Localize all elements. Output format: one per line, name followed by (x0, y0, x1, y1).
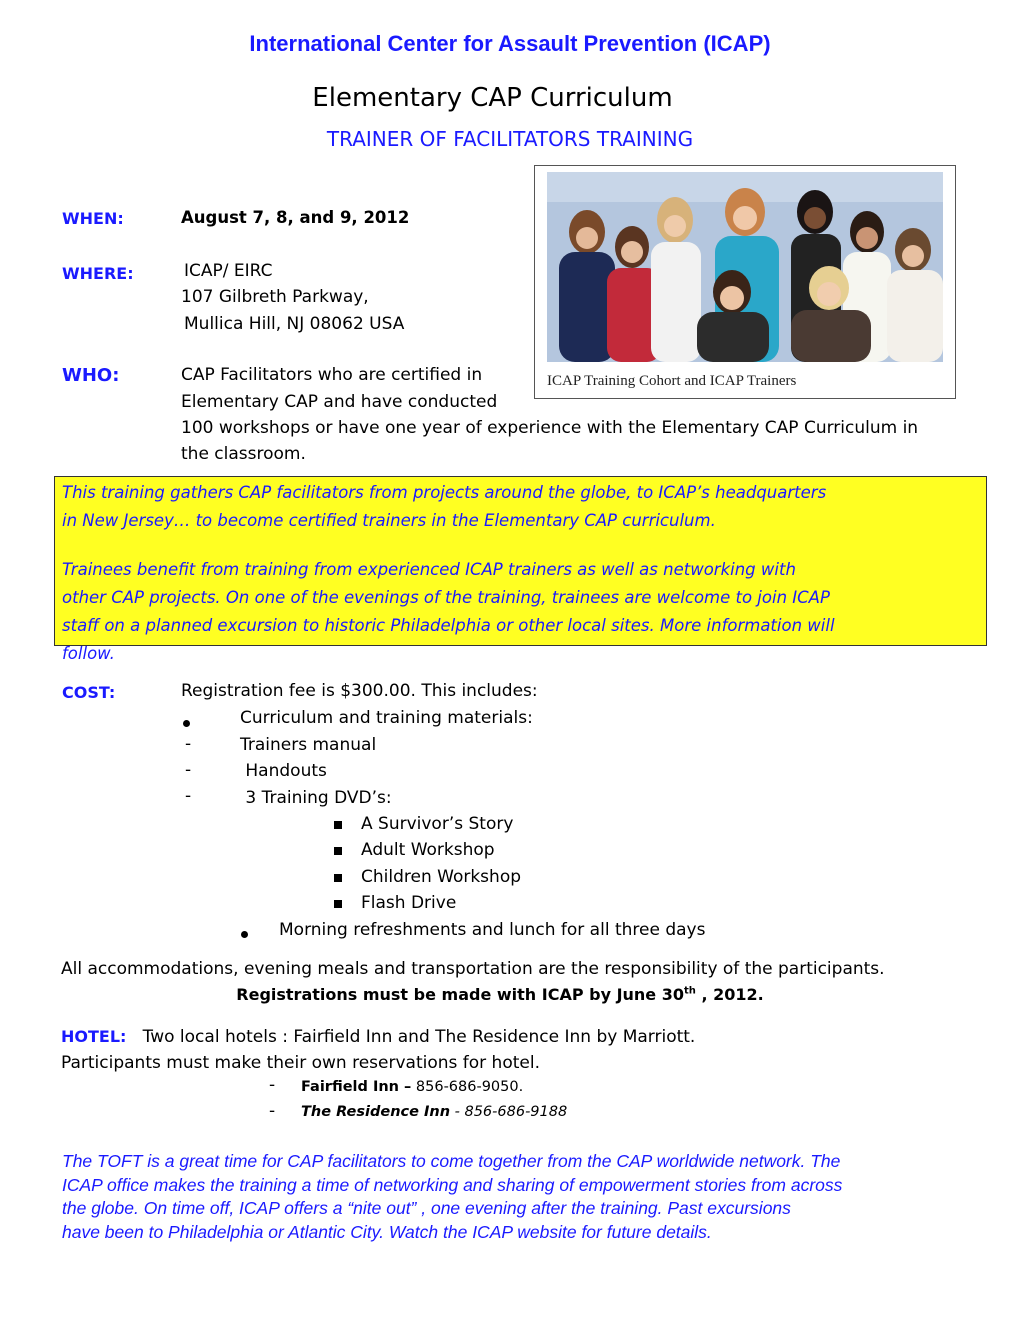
square-bullet-icon (334, 870, 356, 888)
dash-icon: - (185, 786, 192, 806)
photo-frame (534, 165, 956, 399)
cost-intro: Registration fee is $300.00. This includes: (181, 681, 538, 701)
square-bullet-icon (334, 817, 356, 835)
who-label: WHO: (62, 365, 120, 386)
dvd-item: Children Workshop (361, 867, 522, 887)
bullet-icon (241, 927, 248, 945)
when-label: WHEN: (62, 209, 124, 228)
cost-subitem: 3 Training DVD’s: (240, 788, 392, 808)
hotel-residence: The Residence Inn - 856-686-9188 (301, 1104, 568, 1120)
registration-deadline: Registrations must be made with ICAP by June 30th , 2012. (236, 985, 764, 1004)
org-title: International Center for Assault Prevention (ICAP) (249, 31, 771, 56)
closing-line: The TOFT is a great time for CAP facilitators to come together from the CAP worldwide network. The (62, 1151, 841, 1171)
photo-caption: ICAP Training Cohort and ICAP Trainers (547, 373, 797, 389)
square-bullet-icon (334, 843, 356, 861)
where-line: ICAP/ EIRC (184, 261, 273, 281)
who-line: CAP Facilitators who are certified in (181, 365, 483, 385)
hotel-line: HOTEL: Two local hotels : Fairfield Inn and The Residence Inn by Marriott. (61, 1027, 696, 1047)
dash-icon: - (269, 1075, 276, 1095)
dash-icon: - (185, 734, 192, 754)
page-subtitle: TRAINER OF FACILITATORS TRAINING (326, 127, 694, 151)
who-line: 100 workshops or have one year of experience with the Elementary CAP Curriculum in (181, 418, 919, 438)
highlight-line: other CAP projects. On one of the evenings of the training, trainees are welcome to join ICAP (62, 588, 830, 607)
dvd-item: A Survivor’s Story (361, 814, 514, 834)
square-bullet-icon (334, 896, 356, 914)
dash-icon: - (185, 760, 192, 780)
closing-line: have been to Philadelphia or Atlantic City. Watch the ICAP website for future details. (62, 1222, 712, 1242)
cost-label: COST: (62, 683, 116, 702)
cost-item: Morning refreshments and lunch for all three days (279, 920, 706, 940)
where-line: Mullica Hill, NJ 08062 USA (184, 314, 405, 334)
dvd-item: Adult Workshop (361, 840, 495, 860)
where-line: 107 Gilbreth Parkway, (181, 287, 369, 307)
cost-subitem: Trainers manual (240, 735, 377, 755)
hotel-fairfield: Fairfield Inn – 856-686-9050. (301, 1079, 524, 1095)
where-label: WHERE: (62, 264, 134, 283)
cost-item: Curriculum and training materials: (240, 708, 533, 728)
dvd-item: Flash Drive (361, 893, 457, 913)
highlight-line: in New Jersey… to become certified trainers in the Elementary CAP curriculum. (62, 511, 716, 530)
who-line: the classroom. (181, 444, 306, 464)
highlight-line: This training gathers CAP facilitators from projects around the globe, to ICAP’s headquarters (62, 483, 827, 502)
highlight-line: follow. (62, 644, 115, 663)
accommodations-note: All accommodations, evening meals and transportation are the responsibility of the participants. (61, 959, 885, 979)
highlight-line: Trainees benefit from training from experienced ICAP trainers as well as networking with (62, 560, 796, 579)
page-title: Elementary CAP Curriculum (312, 83, 673, 113)
cost-subitem: Handouts (240, 761, 327, 781)
when-value: August 7, 8, and 9, 2012 (181, 208, 410, 227)
highlight-line: staff on a planned excursion to historic Philadelphia or other local sites. More information will (62, 616, 835, 635)
group-photo (547, 172, 943, 362)
dash-icon: - (269, 1101, 276, 1121)
bullet-icon (183, 716, 190, 734)
who-line: Elementary CAP and have conducted (181, 392, 498, 412)
hotel-note: Participants must make their own reservations for hotel. (61, 1053, 540, 1073)
closing-line: the globe. On time off, ICAP offers a “nite out” , one evening after the training. Past excursions (62, 1198, 791, 1218)
closing-line: ICAP office makes the training a time of networking and sharing of empowerment stories from across (62, 1175, 843, 1195)
